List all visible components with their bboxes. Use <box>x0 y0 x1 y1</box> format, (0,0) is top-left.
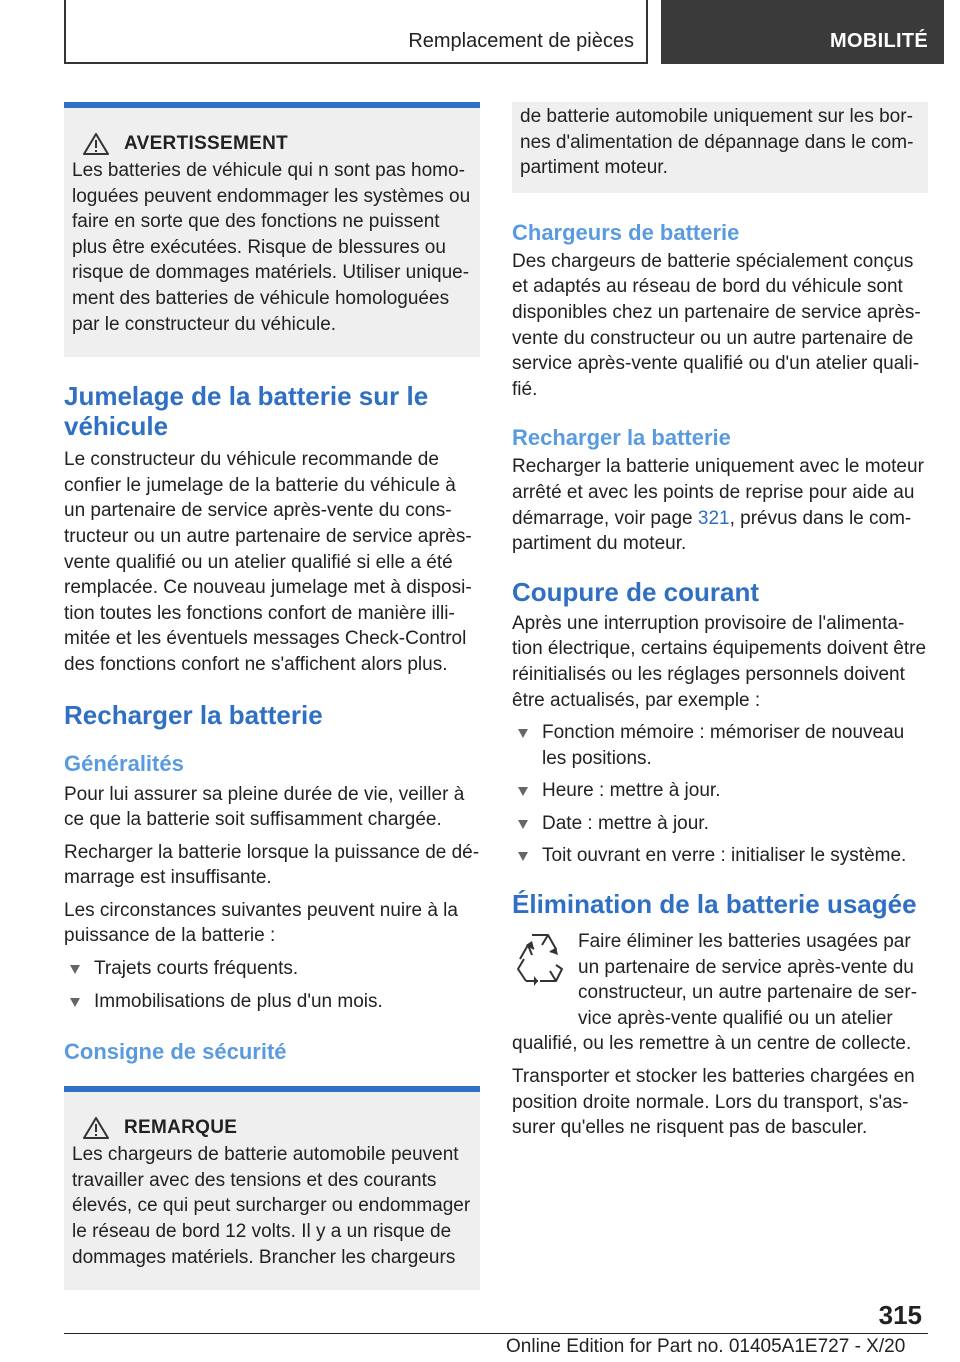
recharge-heading: Recharger la batterie <box>512 425 731 451</box>
warning-label: AVERTISSEMENT <box>124 133 289 154</box>
section-title: Remplacement de pièces <box>408 30 634 52</box>
disposal-text: Faire éliminer les batteries usagées par un partenaire de service après-vente du constructeur, un autre partenaire de service après-vente qualifié ou un atelier qualifié, ou les remettre à un centre de collecte. <box>512 931 918 1055</box>
pairing-heading: Jumelage de la batterie sur le véhicule <box>64 381 429 442</box>
notice-label: REMARQUE <box>124 1117 238 1139</box>
chapter-tab-label: MOBILITÉ <box>830 30 928 52</box>
notice-text: Les chargeurs de batterie automobile peuvent travailler avec des tensions et des courants élevés, ce qui peut surcharger ou endommager le réseau de bord 12 volts. Il y a un risque de dommages matériels. Brancher les chargeurs <box>72 1144 471 1268</box>
list-item: Fonction mémoire : mémoriser de nouveau les positions. <box>512 720 928 771</box>
warning-triangle-icon <box>82 132 110 156</box>
warning-header <box>72 132 472 156</box>
footer-divider <box>64 1333 928 1334</box>
recharge-text <box>512 454 928 556</box>
page-reference-link[interactable]: 321 <box>697 507 730 529</box>
recharge-text-before: Recharger la batterie uniquement avec le moteur arrêté et avec les points de reprise pour aide au démarrage, voir page <box>512 456 924 529</box>
list-item: Trajets courts fréquents. <box>64 956 480 982</box>
general-paragraph-3: Les circonstances suivantes peuvent nuire à la puissance de la batterie : <box>64 899 458 947</box>
warning-text: Les batteries de véhicule qui n sont pas homologuées peuvent endommager les systèmes ou faire en sorte que des fonctions ne puissent plus être exécutées. Risque de blessures ou risque de dommages matériels. Utiliser uniquement des batteries de véhicule homologuées par le constructeur du véhicule. <box>72 160 471 335</box>
conditions-list <box>64 956 480 1014</box>
charging-heading: Recharger la batterie <box>64 699 323 730</box>
list-item: Immobilisations de plus d'un mois. <box>64 989 480 1015</box>
outage-text: Après une interruption provisoire de l'alimentation électrique, certains équipements doivent être réinitialisés ou les réglages personnels doivent être actualisés, par exemple : <box>512 612 927 711</box>
header-section-box <box>64 0 648 64</box>
safety-heading: Consigne de sécurité <box>64 1039 287 1065</box>
disposal-block <box>512 929 928 1057</box>
general-heading: Généralités <box>64 750 184 776</box>
list-item: Date : mettre à jour. <box>512 811 928 837</box>
notice-box-continued <box>512 102 928 193</box>
list-item: Toit ouvrant en verre : initialiser le système. <box>512 843 928 869</box>
recharge-text-after: , prévus dans le compartiment du moteur. <box>512 507 912 555</box>
general-paragraph-1: Pour lui assurer sa pleine durée de vie, veiller à ce que la batterie soit suffisamment chargée. <box>64 783 465 831</box>
disposal-text-2: Transporter et stocker les batteries chargées en position droite normale. Lors du transport, s'assurer qu'elles ne risquent pas de basculer. <box>512 1066 915 1139</box>
notice-box <box>64 1086 480 1290</box>
warning-triangle-icon <box>82 1116 110 1140</box>
list-item: Heure : mettre à jour. <box>512 778 928 804</box>
page-number: 315 <box>878 1300 922 1330</box>
outage-list <box>512 720 928 869</box>
footer-edition: Online Edition for Part no. 01405A1E727 - X/20 <box>506 1336 906 1357</box>
chargers-text: Des chargeurs de batterie spécialement conçus et adaptés au réseau de bord du véhicule sont disponibles chez un partenaire de service après-vente du constructeur ou un autre partenaire de service après-vente qualifié ou d'un atelier qualifié. <box>512 250 921 400</box>
right-column <box>512 102 928 1141</box>
disposal-heading: Élimination de la batterie usagée <box>512 889 917 920</box>
notice-continued-text: de batterie automobile uniquement sur les bornes d'alimentation de dépannage dans le compartiment moteur. <box>520 106 914 179</box>
general-paragraph-2: Recharger la batterie lorsque la puissance de démarrage est insuffisante. <box>64 841 480 889</box>
chapter-tab[interactable] <box>661 0 944 64</box>
notice-header <box>72 1116 472 1140</box>
chargers-heading: Chargeurs de batterie <box>512 219 740 245</box>
warning-box <box>64 102 480 357</box>
outage-heading: Coupure de courant <box>512 576 760 607</box>
recycle-icon <box>512 929 568 987</box>
pairing-text: Le constructeur du véhicule recommande de confier le jumelage de la batterie du véhicule à un partenaire de service après-vente du constructeur ou un autre partenaire de service après-vente qualifié ou un atelier qualifié si elle a été remplacée. Ce nouveau jumelage met à disposition toutes les fonctions confort de manière illimitée et les éventuels messages Check-Control des fonctions confort ne s'affichent alors plus. <box>64 449 472 675</box>
left-column <box>64 102 480 1290</box>
